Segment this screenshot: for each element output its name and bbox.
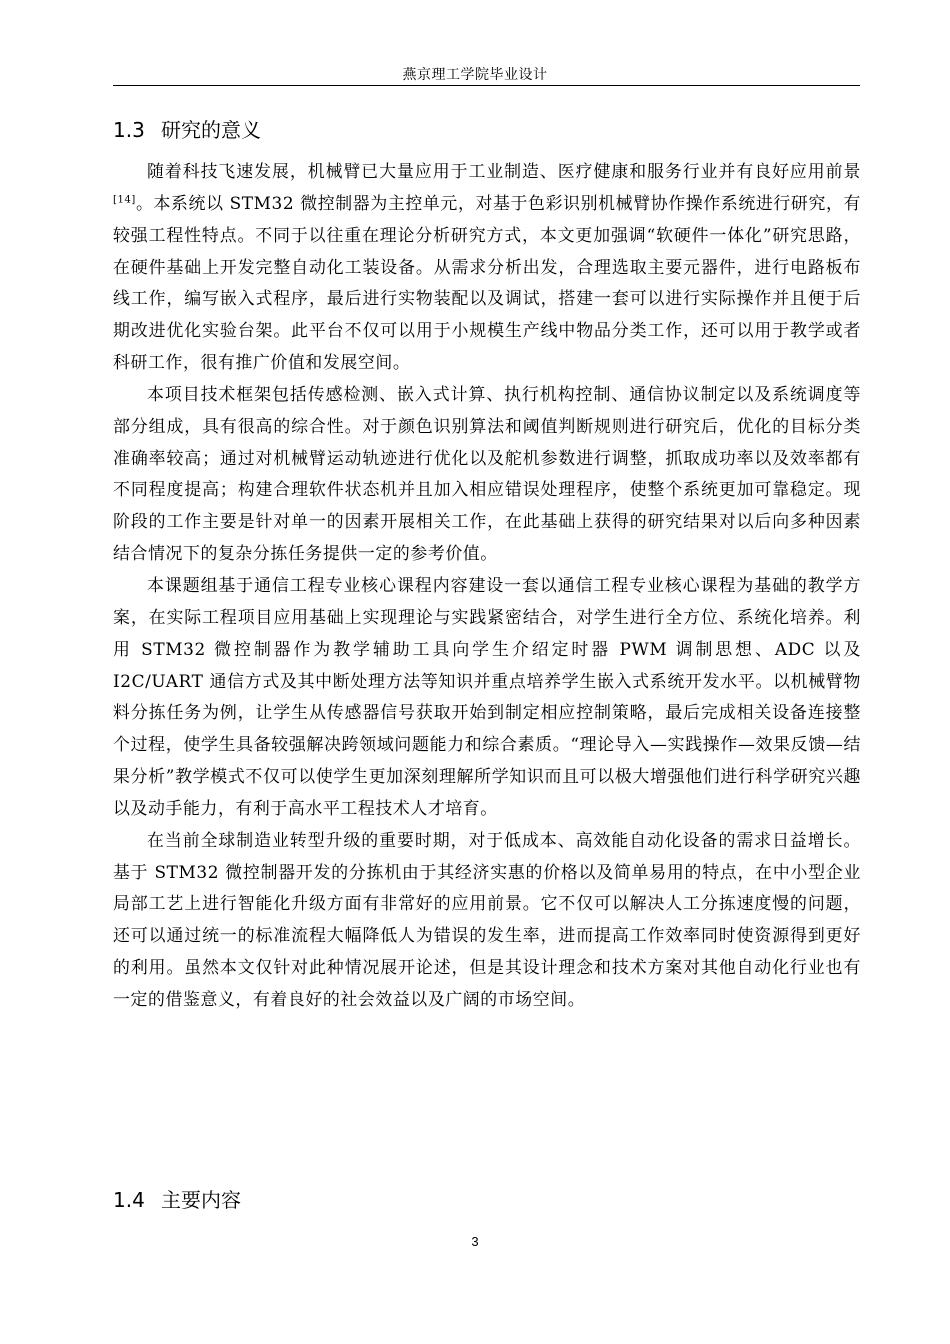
- paragraph-2: 本项目技术框架包括传感检测、嵌入式计算、执行机构控制、通信协议制定以及系统调度等部分组成，具有很高的综合性。对于颜色识别算法和阈值判断规则进行研究后，优化的目标分类准确率较高；通过对机械臂运动轨迹进行优化以及舵机参数进行调整，抓取成功率以及效率都有不同程度提高；构建合理软件状态机并且加入相应错误处理程序，使整个系统更加可靠稳定。现阶段的工作主要是针对单一的因素开展相关工作，在此基础上获得的研究结果对以后向多种因素结合情况下的复杂分拣任务提供一定的参考价值。: [113, 383, 861, 564]
- section-number: 1.3: [113, 118, 145, 142]
- section-body-1-3: [113, 156, 861, 1016]
- section-heading-1-3: [113, 117, 261, 143]
- paragraph-4: 在当前全球制造业转型升级的重要时期，对于低成本、高效能自动化设备的需求日益增长。基于 STM32 微控制器开发的分拣机由于其经济实惠的价格以及简单易用的特点，在中小型企业局部工艺上进行智能化升级方面有非常好的应用前景。它不仅可以解决人工分拣速度慢的问题，还可以通过统一的标准流程大幅降低人为错误的发生率，进而提高工作效率同时使资源得到更好的利用。虽然本文仅针对此种情况展开论述，但是其设计理念和技术方案对其他自动化行业也有一定的借鉴意义，有着良好的社会效益以及广阔的市场空间。: [113, 829, 861, 1009]
- section-heading-1-4: [113, 1187, 241, 1213]
- paragraph-1-text-b: 。本系统以 STM32 微控制器为主控单元，对基于色彩识别机械臂协作操作系统进行研究，有较强工程性特点。不同于以往重在理论分析研究方式，本文更加强调“软硬件一体化”研究思路，在硬件基础上开发完整自动化工装设备。从需求分析出发，合理选取主要元器件，进行电路板布线工作，编写嵌入式程序，最后进行实物装配以及调试，搭建一套可以进行实际操作并且便于后期改进优化实验台架。此平台不仅可以用于小规模生产线中物品分类工作，还可以用于教学或者科研工作，很有推广价值和发展空间。: [113, 192, 861, 373]
- section-title: 研究的意义: [161, 118, 261, 142]
- citation-marker: [14]: [113, 194, 136, 206]
- page-number: 3: [471, 1234, 479, 1249]
- section-number: 1.4: [113, 1188, 145, 1212]
- paragraph-1: [113, 156, 861, 379]
- header-title: 燕京理工学院毕业设计: [402, 67, 548, 83]
- header-divider: [113, 85, 860, 86]
- paragraph-1-text-a: 随着科技飞速发展，机械臂已大量应用于工业制造、医疗健康和服务行业并有良好应用前景: [147, 161, 861, 181]
- paragraph-3: 本课题组基于通信工程专业核心课程内容建设一套以通信工程专业核心课程为基础的教学方案，在实际工程项目应用基础上实现理论与实践紧密结合，对学生进行全方位、系统化培养。利用 STM32 微控制器作为教学辅助工具向学生介绍定时器 PWM 调制思想、ADC 以及 I2C/UART 通信方式及其中断处理方法等知识并重点培养学生嵌入式系统开发水平。以机械臂物料分拣任务为例，让学生从传感器信号获取开始到制定相应控制策略，最后完成相关设备连接整个过程，使学生具备较强解决跨领域问题能力和综合素质。“理论导入—实践操作—效果反馈—结果分析”教学模式不仅可以使学生更加深刻理解所学知识而且可以极大增强他们进行科学研究兴趣以及动手能力，有利于高水平工程技术人才培育。: [113, 574, 861, 818]
- section-title: 主要内容: [161, 1188, 241, 1212]
